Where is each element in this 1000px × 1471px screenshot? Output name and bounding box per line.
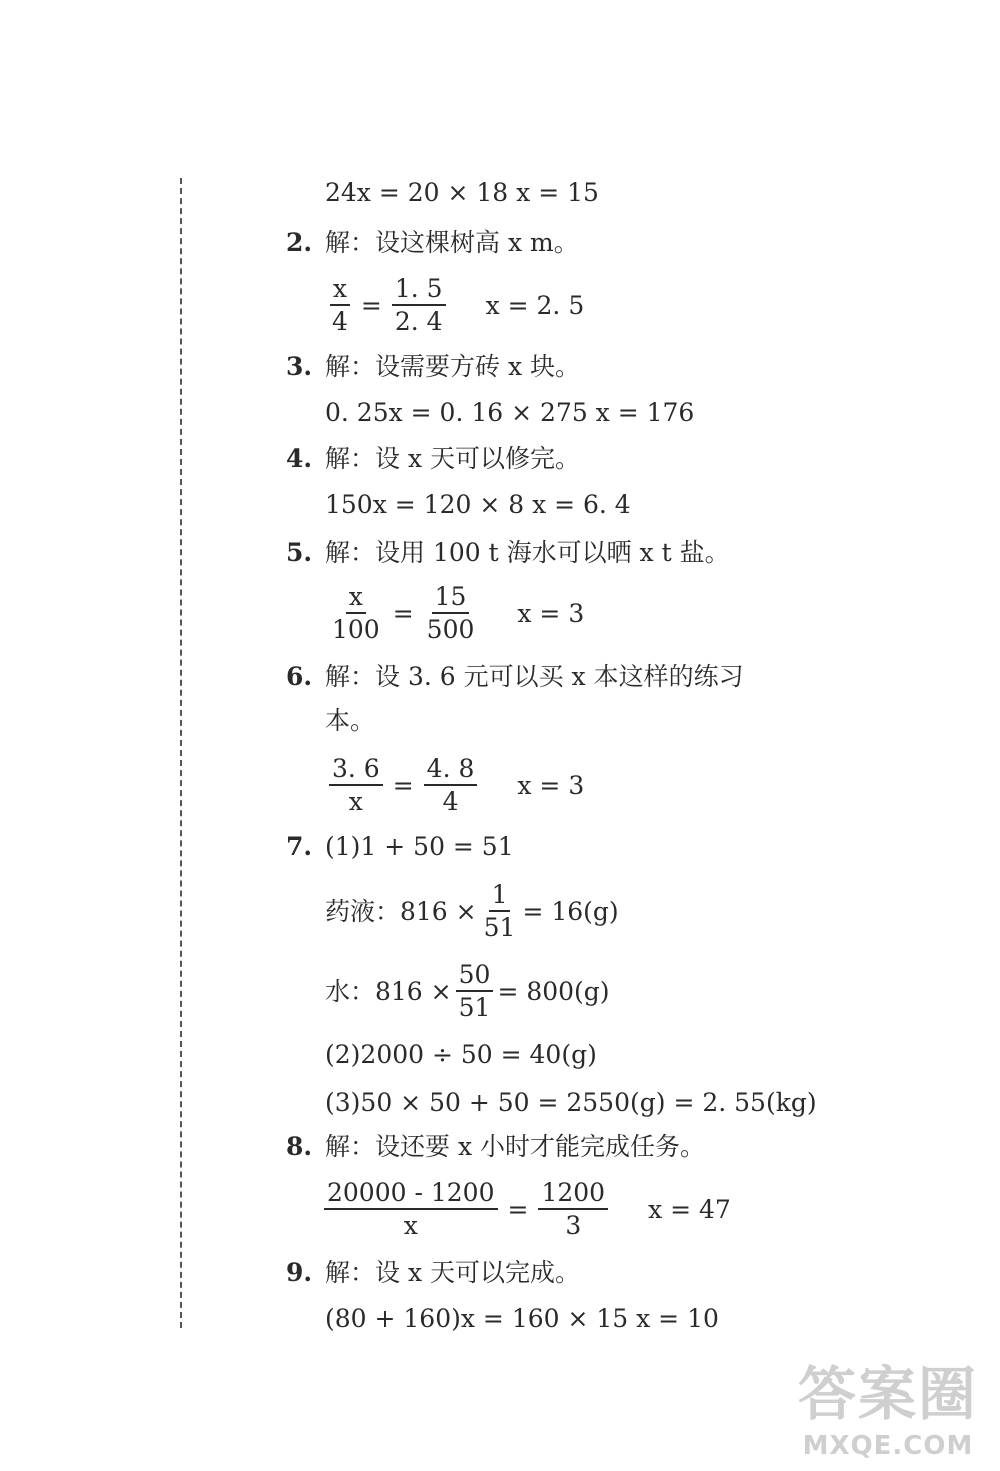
fraction: $\frac{50}{51}$: [456, 962, 494, 1020]
part-2: (2)2000 ÷ 50 = 40(g): [325, 1040, 597, 1069]
problem-text: 解：设 3. 6 元可以买 x 本这样的练习: [325, 662, 744, 691]
problem-number: 6.: [286, 662, 313, 691]
problem-number: 7.: [286, 832, 313, 861]
fraction: $\frac{x}{4}$: [329, 276, 351, 334]
problem-number: 8.: [286, 1132, 313, 1161]
dashed-cut-line: [180, 178, 182, 1328]
problem-text: 解：设需要方砖 x 块。: [325, 352, 580, 381]
problem-text: (1)1 + 50 = 51: [325, 832, 514, 861]
watermark-logo: 答案圈: [797, 1360, 978, 1428]
equation: 150x = 120 × 8 x = 6. 4: [325, 490, 631, 519]
fraction: $\frac{3. 6}{x}$: [329, 756, 383, 814]
fraction-equation: $\frac{20000 - 1200}{x}$ = $\frac{1200}{3}$ x = 47: [320, 1180, 731, 1238]
problem-number: 2.: [286, 228, 313, 257]
problem-number: 4.: [286, 444, 313, 473]
fraction: $\frac{20000 - 1200}{x}$: [324, 1180, 498, 1238]
fraction: $\frac{15}{500}$: [426, 582, 475, 644]
fraction-equation: $\frac{x}{100}$ = $\frac{15}{500}$ x = 3: [325, 584, 584, 642]
answer: x = 47: [648, 1194, 731, 1224]
equation: 0. 25x = 0. 16 × 275 x = 176: [325, 398, 695, 427]
top-equation: 24x = 20 × 18 x = 15: [325, 178, 599, 207]
answer: x = 2. 5: [485, 290, 585, 320]
answer: x = 3: [517, 598, 585, 628]
problem-number: 9.: [286, 1258, 313, 1287]
fraction: $\frac{1. 5}{2. 4}$: [392, 276, 446, 334]
fraction: $\frac{4. 8}{4}$: [424, 756, 478, 814]
answer: x = 3: [517, 770, 585, 800]
problem-text: 解：设用 100 t 海水可以晒 x t 盐。: [325, 538, 730, 567]
watermark: [798, 1347, 978, 1461]
problem-number: 5.: [286, 538, 313, 567]
fraction: $\frac{1200}{3}$: [538, 1180, 608, 1238]
water-equation: 水：816 × $\frac{50}{51}$ = 800(g): [325, 960, 610, 1022]
fraction: $\frac{1}{51}$: [483, 880, 516, 942]
watermark-url: MXQE.COM: [802, 1431, 974, 1461]
problem-text: 解：设还要 x 小时才能完成任务。: [325, 1132, 705, 1161]
medicine-equation: 药液：816 × $\frac{1}{51}$ = 16(g): [325, 880, 619, 942]
problem-text: 解：设这棵树高 x m。: [325, 228, 579, 257]
fraction-equation: $\frac{x}{4}$ = $\frac{1. 5}{2. 4}$ x = 2. 5: [325, 276, 584, 334]
problem-text: 解：设 x 天可以修完。: [325, 444, 580, 473]
problem-text-continued: 本。: [325, 706, 376, 735]
problem-text: 解：设 x 天可以完成。: [325, 1258, 580, 1287]
part-3: (3)50 × 50 + 50 = 2550(g) = 2. 55(kg): [325, 1088, 817, 1117]
fraction: $\frac{x}{100}$: [332, 582, 380, 644]
fraction-equation: $\frac{3. 6}{x}$ = $\frac{4. 8}{4}$ x = 3: [325, 756, 584, 814]
equation: (80 + 160)x = 160 × 15 x = 10: [325, 1304, 719, 1333]
problem-number: 3.: [286, 352, 313, 381]
